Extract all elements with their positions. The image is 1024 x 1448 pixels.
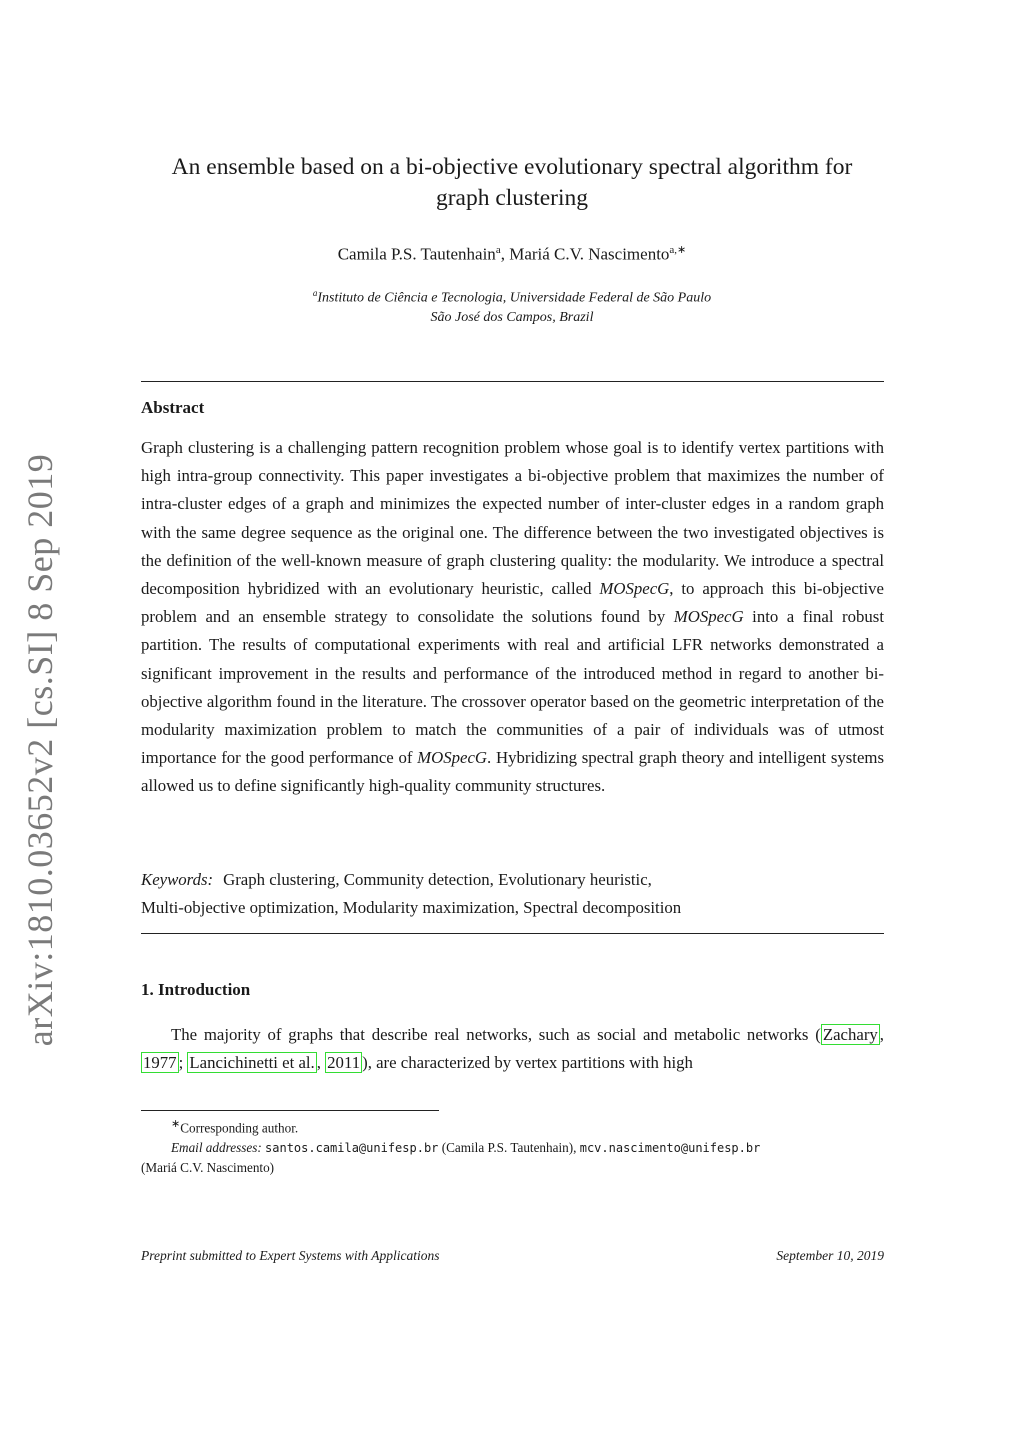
footnote-email2-owner: (Mariá C.V. Nascimento): [141, 1160, 275, 1176]
email-label: Email addresses:: [171, 1140, 262, 1156]
citation-separator: ,: [316, 1053, 326, 1073]
email-owner: (Camila P.S. Tautenhain),: [438, 1140, 580, 1156]
title-line-2: graph clustering: [435, 185, 589, 211]
footnote-marker: ∗: [171, 1118, 181, 1130]
intro-fragment: The majority of graphs that describe real networks, such as social and metabolic networks (: [171, 1025, 821, 1044]
title-line-1: An ensemble based on a bi-objective evolutionary spectral algorithm for: [171, 154, 853, 180]
author-list: [120, 243, 904, 265]
email-link[interactable]: santos.camila@unifesp.br: [265, 1141, 439, 1156]
method-name: MOSpecG: [673, 607, 744, 627]
author-separator: ,: [500, 244, 510, 264]
keywords-line-1: Graph clustering, Community detection, Evolutionary heuristic,: [223, 870, 652, 889]
affiliation-marker: a: [312, 288, 318, 298]
footnote-corresponding: [141, 1114, 901, 1138]
citation-link[interactable]: Lancichinetti et al.: [189, 1053, 315, 1073]
preprint-note: Preprint submitted to Expert Systems with Applications: [141, 1248, 440, 1263]
abstract-fragment: Graph clustering is a challenging pattern recognition problem whose goal is to identify vertex partitions with high intra-group connectivity. This paper investigates a bi-objective problem that maximizes the number of intra-cluster edges of a graph and minimizes the expected number of inter-cluster edges in a random graph with the same degree sequence as the original one. The difference between the two investigated objectives is the definition of the well-known measure of graph clustering quality: the modularity. We introduce a spectral decomposition hybridized with an evolutionary heuristic, called: [141, 438, 884, 599]
affiliation-marker: a,∗: [669, 244, 687, 256]
introduction-text: [141, 1021, 884, 1077]
affiliation-line-1: Instituto de Ciência e Tecnologia, Universidade Federal de São Paulo: [317, 290, 712, 306]
footnote-emails: [141, 1138, 901, 1158]
page-footer: [141, 1248, 884, 1264]
keywords-line-2: Multi-objective optimization, Modularity maximization, Spectral decomposition: [141, 898, 682, 918]
intro-fragment: ), are characterized by vertex partitions with high: [362, 1053, 693, 1073]
keywords: [141, 866, 884, 922]
abstract-bottom-rule: [141, 933, 884, 934]
footnote: [141, 1114, 901, 1178]
footer-date: September 10, 2019: [776, 1248, 884, 1263]
section-heading-introduction: 1. Introduction: [141, 980, 251, 999]
abstract-fragment: into a final robust partition. The results of computational experiments with real and artificial LFR networks demonstrated a significant improvement in the results and performance of the introduced method in regard to another bi-objective algorithm found in the literature. The crossover operator based on the geometric interpretation of the modularity maximization problem to match the communities of a pair of individuals was of utmost importance for the good performance of: [141, 607, 884, 768]
citation-separator: ;: [178, 1053, 188, 1073]
citation-separator: ,: [879, 1025, 884, 1044]
arxiv-side-identifier: arXiv:1810.03652v2 [cs.SI] 8 Sep 2019: [20, 453, 60, 1047]
method-name: MOSpecG: [417, 748, 488, 768]
affiliation: [120, 284, 904, 327]
footnote-text: Corresponding author.: [180, 1120, 299, 1136]
citation-link[interactable]: 2011: [327, 1053, 361, 1073]
abstract-heading: Abstract: [141, 398, 205, 417]
affiliation-marker: a: [495, 244, 501, 256]
abstract-fragment: . Hybridizing spectral graph theory and intelligent systems allowed us to define significantly high-quality community structures.: [141, 748, 884, 796]
abstract-fragment: , to approach this bi-objective problem and an ensemble strategy to consolidate the solutions found by: [141, 579, 884, 627]
abstract-text: [141, 434, 884, 801]
citation-link[interactable]: 1977: [143, 1053, 177, 1073]
author-name: Camila P.S. Tautenhain: [337, 244, 496, 264]
author-name: Mariá C.V. Nascimento: [509, 244, 670, 264]
footnote-rule: [141, 1110, 439, 1111]
citation-link[interactable]: Zachary: [822, 1025, 878, 1044]
method-name: MOSpecG: [599, 579, 670, 599]
abstract-top-rule: [141, 381, 884, 382]
keywords-label: Keywords:: [141, 870, 214, 889]
email-link[interactable]: mcv.nascimento@unifesp.br: [579, 1141, 761, 1156]
paper-title: [120, 152, 904, 214]
affiliation-line-2: São José dos Campos, Brazil: [430, 309, 594, 325]
